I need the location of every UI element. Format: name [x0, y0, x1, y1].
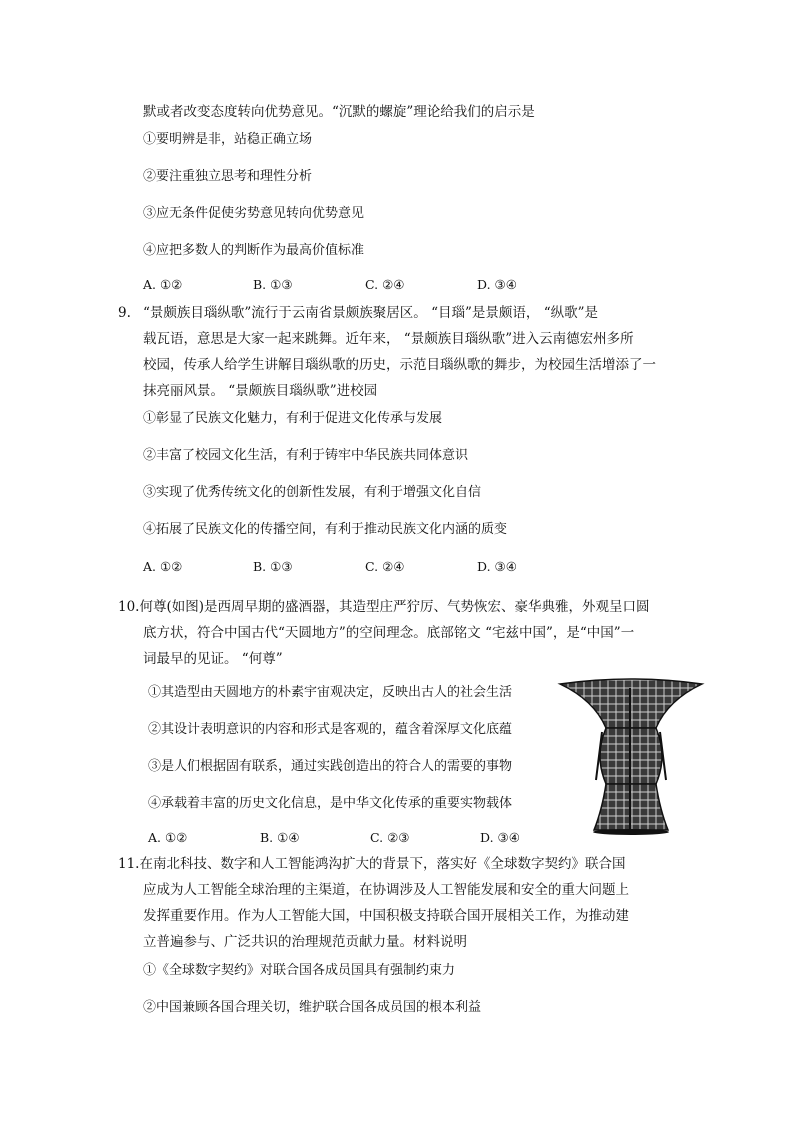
q8-answer-a: A. ①②: [143, 277, 183, 292]
q9-answer-c: C. ②④: [365, 559, 405, 574]
q8-stem-tail: 默或者改变态度转向优势意见。“沉默的螺旋”理论给我们的启示是: [143, 104, 535, 120]
q8-option-2: ②要注重独立思考和理性分析: [143, 169, 313, 184]
q9-stem-line-4: 抹亮丽风景。 “景颇族目瑙纵歌”进校园: [143, 383, 378, 399]
q9-answer-b: B. ①③: [253, 559, 293, 574]
q8-answer-c: C. ②④: [365, 277, 405, 292]
q10-answer-d: D. ③④: [480, 830, 520, 845]
q10-stem-line-3: 词最早的见证。 “何尊”: [143, 651, 283, 667]
q9-stem-line-2: 载瓦语，意思是大家一起来跳舞。近年来， “景颇族目瑙纵歌”进入云南德宏州多所: [143, 331, 634, 347]
q9-stem-line-3: 校园，传承人给学生讲解目瑙纵歌的历史，示范目瑙纵歌的舞步，为校园生活增添了一: [143, 357, 656, 373]
q8-option-1: ①要明辨是非，站稳正确立场: [143, 132, 313, 147]
q9-stem-line-1: “景颇族目瑙纵歌”流行于云南省景颇族聚居区。 “目瑙”是景颇语， “纵歌”是: [143, 305, 598, 321]
he-zun-vessel-illustration: [556, 676, 706, 836]
q9-option-1: ①彰显了民族文化魅力，有利于促进文化传承与发展: [143, 411, 443, 426]
q10-answer-b: B. ①④: [260, 830, 300, 845]
q11-option-2: ②中国兼顾各国合理关切，维护联合国各成员国的根本利益: [143, 1000, 482, 1015]
q8-option-4: ④应把多数人的判断作为最高价值标准: [143, 243, 365, 258]
q10-stem-line-2: 底方状，符合中国古代“天圆地方”的空间理念。底部铭文 “宅兹中国”，是“中国”一: [143, 625, 635, 641]
q10-answer-c: C. ②③: [370, 830, 410, 845]
q9-option-4: ④拓展了民族文化的传播空间，有利于推动民族文化内涵的质变: [143, 522, 508, 537]
q8-answer-b: B. ①③: [253, 277, 293, 292]
q9-number: 9.: [118, 305, 131, 321]
q8-option-3: ③应无条件促使劣势意见转向优势意见: [143, 206, 365, 221]
q11-stem-line-2: 应成为人工智能全球治理的主渠道，在协调涉及人工智能发展和安全的重大问题上: [143, 882, 629, 898]
q9-option-3: ③实现了优秀传统文化的创新性发展，有利于增强文化自信: [143, 485, 482, 500]
q11-stem-line-4: 立普遍参与、广泛共识的治理规范贡献力量。材料说明: [143, 934, 467, 950]
q11-stem-line-1: 11.在南北科技、数字和人工智能鸿沟扩大的背景下，落实好《全球数字契约》联合国: [118, 856, 626, 872]
q10-option-2: ②其设计表明意识的内容和形式是客观的，蕴含着深厚文化底蕴: [148, 722, 513, 737]
q11-stem-line-3: 发挥重要作用。作为人工智能大国，中国积极支持联合国开展相关工作，为推动建: [143, 908, 629, 924]
q10-answer-a: A. ①②: [148, 830, 188, 845]
q10-option-4: ④承载着丰富的历史文化信息，是中华文化传承的重要实物载体: [148, 796, 513, 811]
q10-option-3: ③是人们根据固有联系，通过实践创造出的符合人的需要的事物: [148, 759, 513, 774]
q9-answer-a: A. ①②: [143, 559, 183, 574]
q8-answer-d: D. ③④: [477, 277, 517, 292]
q11-option-1: ①《全球数字契约》对联合国各成员国具有强制约束力: [143, 963, 456, 978]
q9-answer-d: D. ③④: [477, 559, 517, 574]
q10-stem-line-1: 10.何尊(如图)是西周早期的盛酒器，其造型庄严狞厉、气势恢宏、豪华典雅，外观呈口圆: [118, 599, 650, 615]
q9-option-2: ②丰富了校园文化生活，有利于铸牢中华民族共同体意识: [143, 448, 469, 463]
q10-option-1: ①其造型由天圆地方的朴素宇宙观决定，反映出古人的社会生活: [148, 685, 513, 700]
